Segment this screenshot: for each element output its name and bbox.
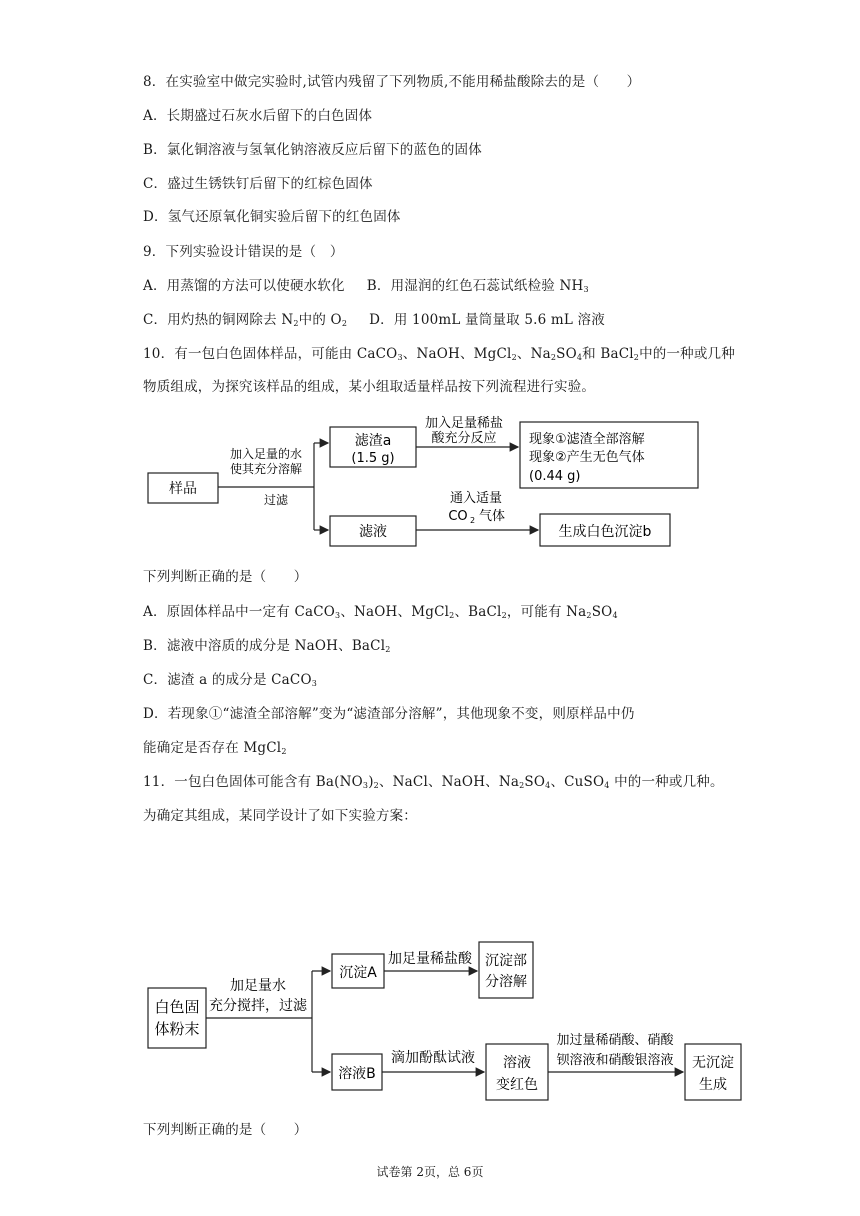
- q9-options-ab: [143, 277, 589, 295]
- q10-filtrate-label: 滤液: [359, 524, 387, 540]
- q11-arrow2-text: 加足量稀盐酸: [388, 951, 472, 967]
- q10-arrow1-text2: 使其充分溶解: [229, 462, 303, 476]
- q11-none-line1: 无沉淀: [692, 1055, 734, 1071]
- q10-sample-label: 样品: [169, 481, 197, 497]
- q10-arrow1-text3: 过滤: [263, 493, 289, 507]
- q8-option-b: B．氯化铜溶液与氢氧化钠溶液反应后留下的蓝色的固体: [143, 142, 482, 158]
- q10-arrow3-gas: 气体: [478, 509, 506, 524]
- q10-result-line1: 现象①滤渣全部溶解: [529, 432, 645, 447]
- q11-powder-line2: 体粉末: [154, 1020, 200, 1038]
- q9-stem: 9．下列实验设计错误的是（ ）: [143, 244, 344, 260]
- q11-flow-diagram: [146, 938, 746, 1110]
- q10-option-a: A．原固体样品中一定有 CaCO$_3$、NaOH、MgCl$_2$、BaCl$_2$，可能有 $Na_2SO_4$: [143, 604, 618, 620]
- q8-option-c: C．盛过生锈铁钉后留下的红棕色固体: [143, 176, 373, 192]
- q11-stem-line2: 为确定其组成，某同学设计了如下实验方案：: [143, 808, 417, 824]
- q11-arrow4-text1: 加过量稀硝酸、硝酸: [556, 1033, 674, 1048]
- q10-arrow2-text2: 酸充分反应: [431, 431, 497, 446]
- q10-stem-line2: 物质组成，为探究该样品的组成，某小组取适量样品按下列流程进行实验。: [143, 379, 596, 395]
- q10-arrow3-co2: CO: [448, 509, 468, 524]
- q11-judge: 下列判断正确的是（ ）: [143, 1122, 308, 1138]
- q8-option-a: A．长期盛过石灰水后留下的白色固体: [143, 108, 373, 124]
- q9-option-a: A．用蒸馏的方法可以使硬水软化: [143, 278, 345, 294]
- q11-arrow1-text2: 充分搅拌，过滤: [209, 998, 307, 1014]
- q10-residue-label: 滤渣a: [354, 433, 392, 449]
- q11-arrow4-text2: 钡溶液和硝酸银溶液: [556, 1053, 674, 1068]
- q11-red-line2: 变红色: [496, 1077, 538, 1093]
- q10-result-line3: (0.44 g): [529, 469, 581, 484]
- q10-option-b: B．滤液中溶质的成分是 NaOH、BaCl$_2$: [143, 638, 391, 654]
- q9-option-b: B．用湿润的红色石蕊试纸检验 $NH_3$: [366, 278, 589, 294]
- q10-option-c: C．滤渣 a 的成分是 CaCO$_3$: [143, 672, 318, 688]
- q9-options-cd: [143, 311, 605, 329]
- q11-stem-line1: 11．一包白色固体可能含有 $Ba(NO_3)_2$、NaCl、NaOH、$Na_2SO_4$、CuSO$_4$ 中的一种或几种。: [143, 774, 724, 790]
- q11-red-line1: 溶液: [503, 1055, 531, 1071]
- q9-option-c: C．用灼热的铜网除去 $N_2$中的 $O_2$: [143, 312, 348, 328]
- q9-option-d: D．用 100mL 量筒量取 5.6 mL 溶液: [369, 312, 605, 328]
- q11-arrow1-text1: 加足量水: [230, 978, 286, 994]
- q11-partial-line1: 沉淀部: [485, 953, 527, 969]
- q11-sol-b-label: 溶液B: [338, 1066, 376, 1082]
- q8-stem: 8．在实验室中做完实验时,试管内残留了下列物质,不能用稀盐酸除去的是（ ）: [143, 74, 641, 90]
- q8-option-d: D．氢气还原氧化铜实验后留下的红色固体: [143, 209, 401, 225]
- q10-stem-line1: 10．有一包白色固体样品，可能由 CaCO$_3$、NaOH、MgCl$_2$、$Na_2SO_4$和 BaCl$_2$中的一种或几种: [143, 346, 735, 362]
- q11-ppt-a-label: 沉淀A: [339, 965, 377, 981]
- q10-arrow2-text1: 加入足量稀盐: [424, 416, 504, 431]
- q10-arrow3-text1: 通入适量: [449, 491, 503, 506]
- q10-white-ppt-label: 生成白色沉淀b: [558, 524, 652, 540]
- q10-residue-mass: (1.5 g): [351, 451, 395, 466]
- q11-powder-line1: 白色固: [154, 998, 200, 1016]
- q10-option-d-line2: 能确定是否存在 MgCl$_2$: [143, 740, 287, 756]
- q10-arrow3-co2-sub: 2: [470, 516, 476, 525]
- q10-arrow1-text1: 加入足量的水: [229, 447, 303, 461]
- q11-partial-line2: 分溶解: [485, 974, 527, 990]
- q10-judge: 下列判断正确的是（ ）: [143, 569, 308, 585]
- q11-none-line2: 生成: [699, 1077, 727, 1093]
- q11-powder-box: [148, 988, 206, 1048]
- q11-arrow3-text: 滴加酚酞试液: [391, 1050, 475, 1066]
- q10-result-line2: 现象②产生无色气体: [529, 450, 645, 465]
- page-footer: 试卷第 2页，总 6页: [376, 1165, 484, 1179]
- q10-flow-diagram: [146, 410, 706, 554]
- q10-option-d-line1: D．若现象①“滤渣全部溶解”变为“滤渣部分溶解”，其他现象不变，则原样品中仍: [143, 706, 635, 722]
